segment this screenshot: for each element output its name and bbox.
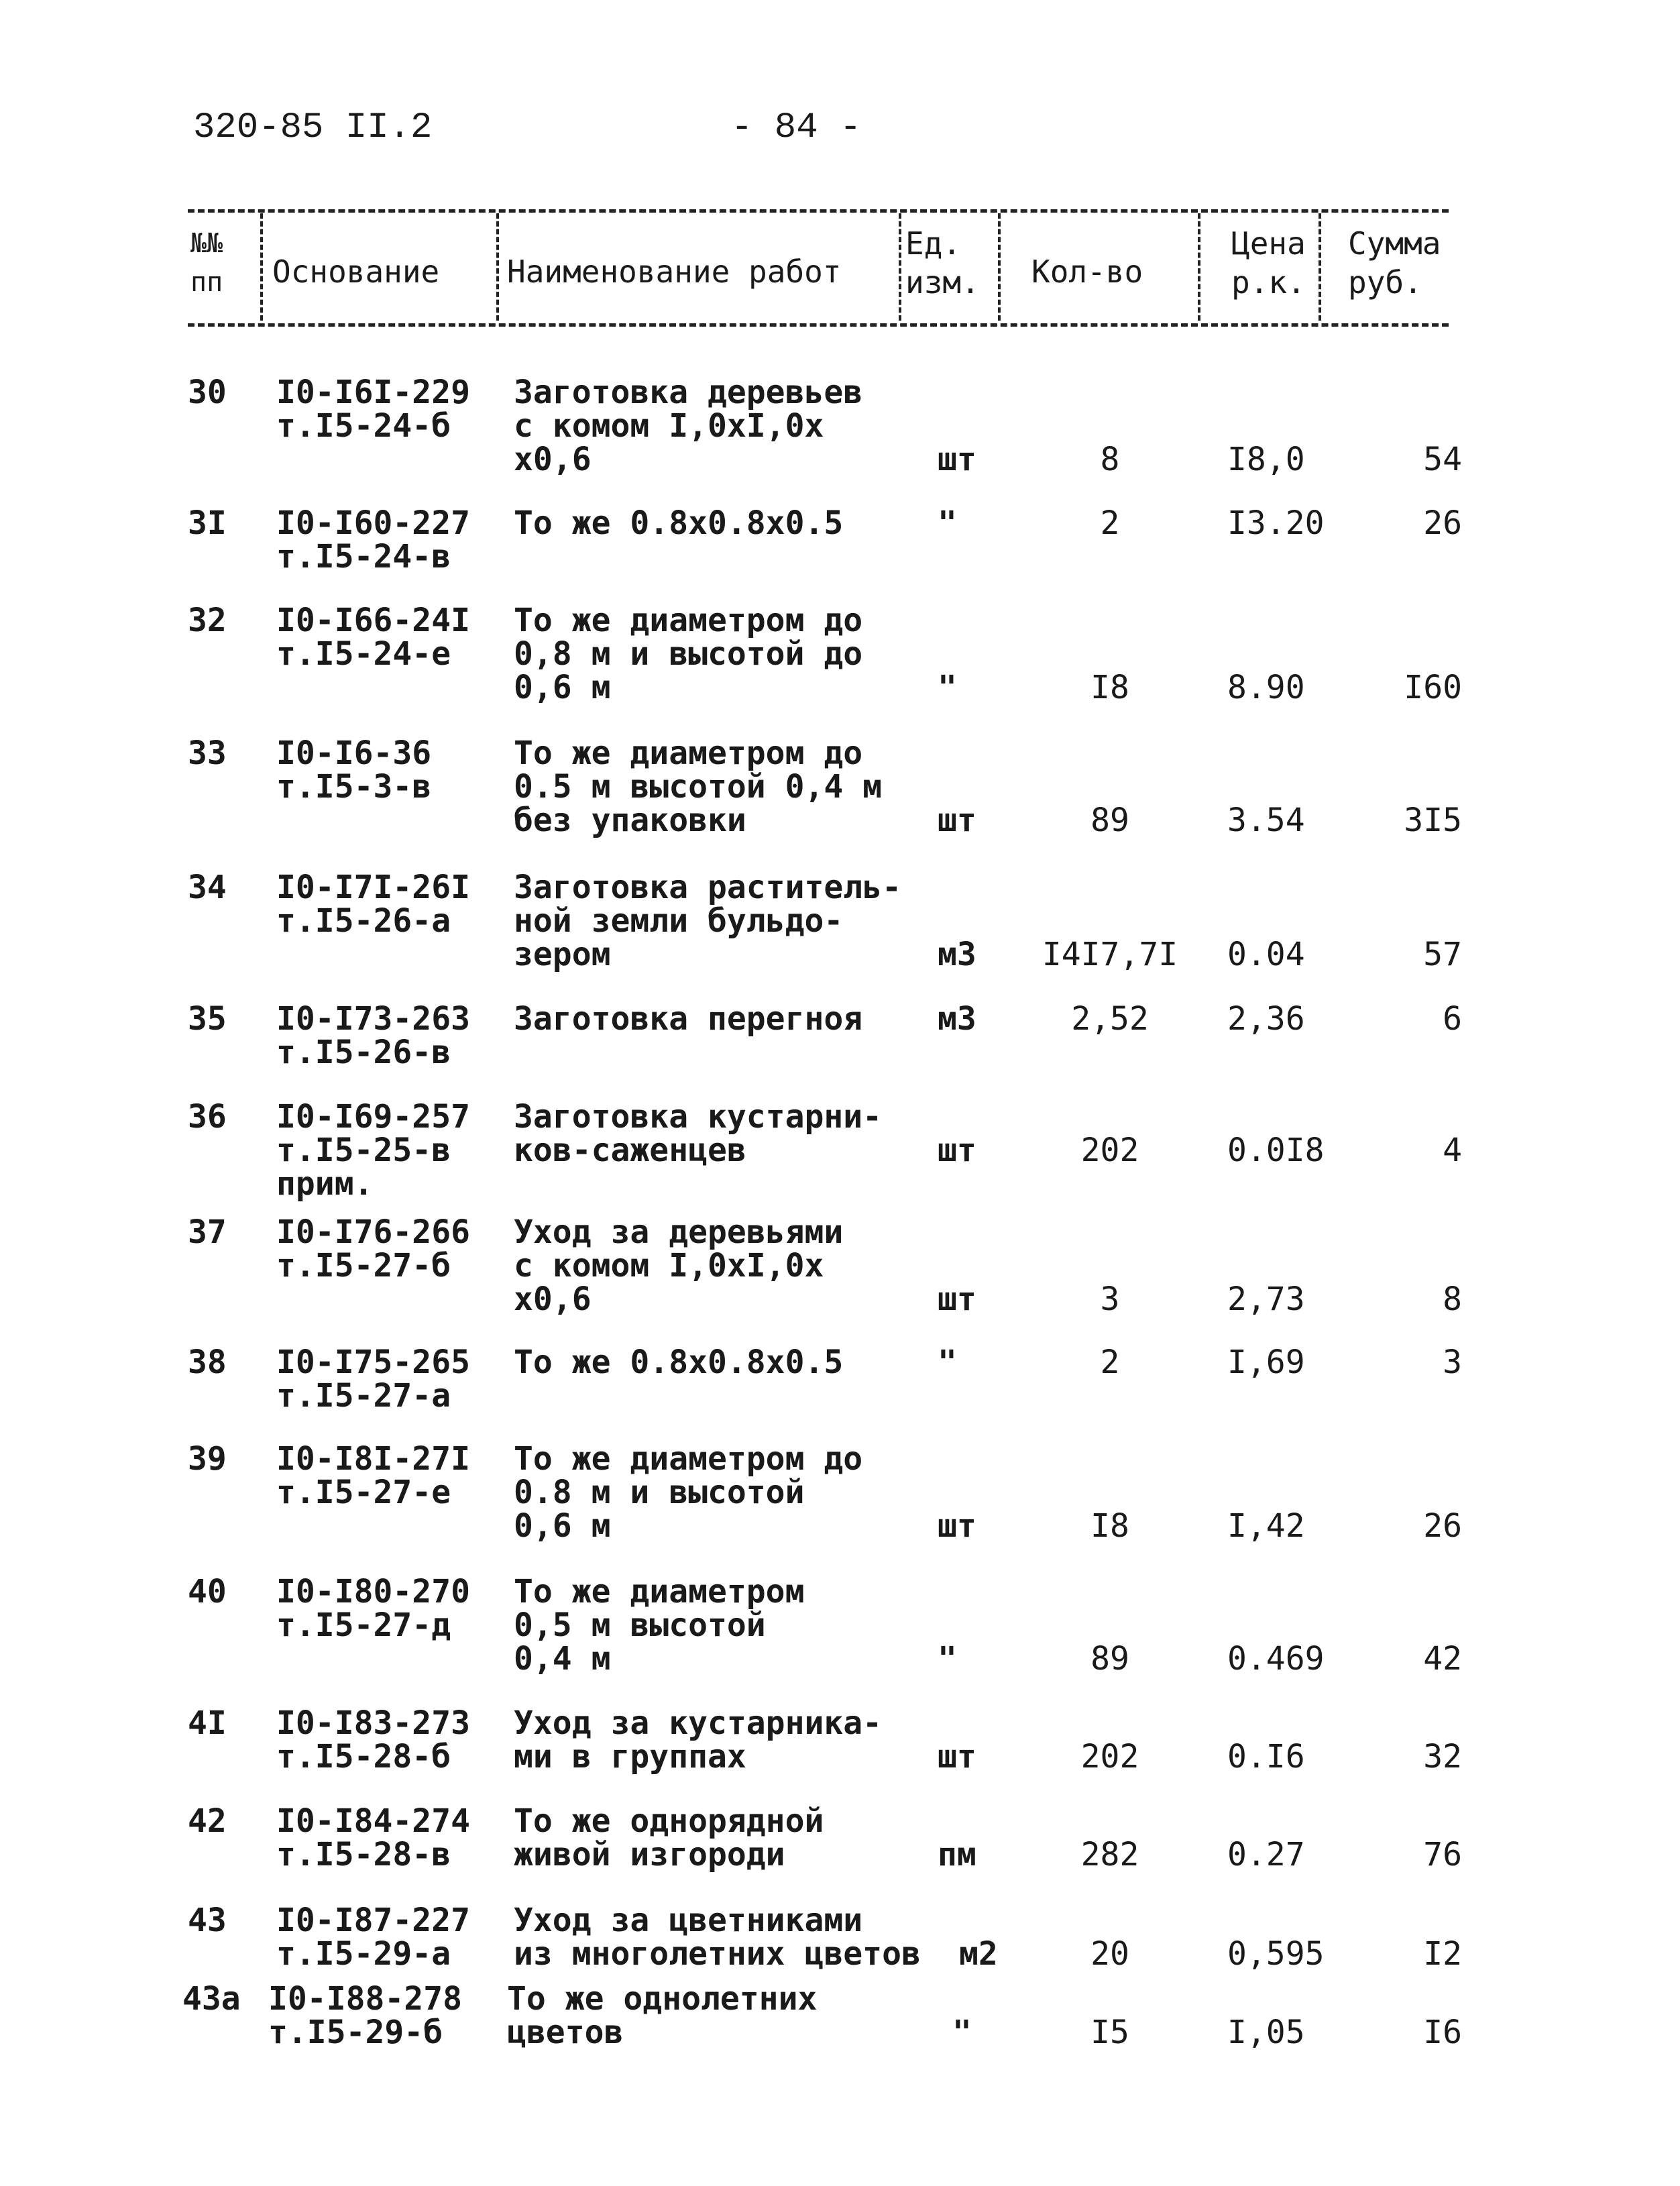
- row-sum: 76: [1423, 1836, 1462, 1873]
- row-unit: шт: [938, 1507, 976, 1545]
- row-number: 40: [188, 1573, 227, 1610]
- row-quantity: 89: [1090, 802, 1129, 839]
- row-sum: I60: [1404, 669, 1462, 706]
- row-basis: I0-I80-270 т.I5-27-д: [276, 1573, 470, 1644]
- row-price: 8.90: [1227, 669, 1305, 706]
- column-header-basis: Основание: [272, 254, 440, 290]
- row-number: 37: [188, 1213, 227, 1251]
- row-number: 33: [188, 734, 227, 772]
- header-divider: [1319, 213, 1321, 321]
- row-basis: I0-I6I-229 т.I5-24-б: [276, 374, 470, 445]
- row-sum: 3: [1443, 1344, 1462, 1381]
- row-work-name: Заготовка раститель- ной земли бульдо- зером: [514, 869, 901, 973]
- row-quantity: 2: [1100, 504, 1120, 542]
- row-work-name: То же 0.8x0.8x0.5: [514, 1344, 844, 1381]
- row-quantity: 2,52: [1071, 1000, 1149, 1038]
- row-unit: шт: [938, 1132, 976, 1169]
- row-basis: I0-I87-227 т.I5-29-а: [276, 1902, 470, 1973]
- row-basis: I0-I73-263 т.I5-26-в: [276, 1000, 470, 1071]
- row-unit: шт: [938, 441, 976, 478]
- row-basis: I0-I75-265 т.I5-27-а: [276, 1344, 470, 1415]
- column-header-num: №№ пп: [190, 228, 223, 298]
- row-basis: I0-I69-257 т.I5-25-в прим.: [276, 1098, 470, 1203]
- row-basis: I0-I8I-27I т.I5-27-е: [276, 1440, 470, 1511]
- row-work-name: То же диаметром до 0.5 м высотой 0,4 м без упаковки: [514, 734, 883, 839]
- row-price: 2,36: [1227, 1000, 1305, 1038]
- row-price: 0.0I8: [1227, 1132, 1325, 1169]
- row-unit: ": [952, 2014, 972, 2051]
- row-quantity: I8: [1090, 669, 1129, 706]
- row-quantity: 2: [1100, 1344, 1120, 1381]
- row-quantity: 8: [1100, 441, 1120, 478]
- row-unit: шт: [938, 802, 976, 839]
- row-number: 43: [188, 1902, 227, 1939]
- row-number: 35: [188, 1000, 227, 1038]
- row-number: 43а: [182, 1980, 241, 2018]
- row-price: 2,73: [1227, 1280, 1305, 1318]
- row-price: 0.I6: [1227, 1738, 1305, 1775]
- row-unit: шт: [938, 1280, 976, 1318]
- row-work-name: То же однорядной живой изгороди: [514, 1802, 824, 1873]
- row-unit: ": [938, 669, 957, 706]
- row-quantity: I8: [1090, 1507, 1129, 1545]
- row-work-name: Заготовка деревьев с комом I,0xI,0x x0,6: [514, 374, 863, 478]
- row-basis: I0-I6-36 т.I5-3-в: [276, 734, 432, 806]
- row-unit: ": [938, 1344, 957, 1381]
- row-number: 34: [188, 869, 227, 906]
- row-quantity: I5: [1090, 2014, 1129, 2051]
- row-sum: 6: [1443, 1000, 1462, 1038]
- row-basis: I0-I84-274 т.I5-28-в: [276, 1802, 470, 1873]
- column-header-work-name: Наименование работ: [507, 254, 842, 290]
- row-number: 39: [188, 1440, 227, 1478]
- row-sum: I2: [1423, 1935, 1462, 1973]
- row-unit: м3: [938, 1000, 976, 1038]
- row-sum: 32: [1423, 1738, 1462, 1775]
- row-basis: I0-I7I-26I т.I5-26-а: [276, 869, 470, 940]
- row-quantity: I4I7,7I: [1042, 936, 1178, 973]
- row-number: 32: [188, 602, 227, 639]
- header-divider: [496, 213, 499, 321]
- row-sum: 57: [1423, 936, 1462, 973]
- row-basis: I0-I76-266 т.I5-27-б: [276, 1213, 470, 1285]
- header-divider: [1198, 213, 1200, 321]
- row-quantity: 3: [1100, 1280, 1120, 1318]
- row-basis: I0-I60-227 т.I5-24-в: [276, 504, 470, 576]
- row-unit: м3: [938, 936, 976, 973]
- row-work-name: То же диаметром до 0.8 м и высотой 0,6 м: [514, 1440, 863, 1545]
- row-sum: 4: [1443, 1132, 1462, 1169]
- row-number: 42: [188, 1802, 227, 1840]
- row-unit: шт: [938, 1738, 976, 1775]
- row-quantity: 20: [1090, 1935, 1129, 1973]
- row-price: I,69: [1227, 1344, 1305, 1381]
- row-sum: I6: [1423, 2014, 1462, 2051]
- column-header-unit: Ед. изм.: [905, 225, 980, 300]
- row-sum: 26: [1423, 1507, 1462, 1545]
- row-quantity: 89: [1090, 1640, 1129, 1678]
- row-sum: 3I5: [1404, 802, 1462, 839]
- row-unit: ": [938, 1640, 957, 1678]
- row-price: 3.54: [1227, 802, 1305, 839]
- row-number: 38: [188, 1344, 227, 1381]
- header-divider: [899, 213, 901, 321]
- row-basis: I0-I88-278 т.I5-29-б: [268, 1980, 462, 2051]
- row-basis: I0-I83-273 т.I5-28-б: [276, 1704, 470, 1775]
- row-price: 0,595: [1227, 1935, 1325, 1973]
- row-price: I,05: [1227, 2014, 1305, 2051]
- row-sum: 26: [1423, 504, 1462, 542]
- row-work-name: Заготовка кустарни- ков-саженцев: [514, 1098, 883, 1169]
- row-work-name: То же однолетних цветов: [507, 1980, 818, 2051]
- column-header-price: Цена р.к.: [1231, 225, 1306, 300]
- column-header-quantity: Кол-во: [1031, 254, 1143, 290]
- row-work-name: Уход за цветниками из многолетних цветов: [514, 1902, 921, 1973]
- header-top-rule: [188, 209, 1449, 213]
- row-quantity: 202: [1080, 1132, 1139, 1169]
- row-work-name: Заготовка перегноя: [514, 1000, 863, 1038]
- row-sum: 8: [1443, 1280, 1462, 1318]
- row-unit: м2: [959, 1935, 998, 1973]
- document-code: 320-85 II.2: [193, 107, 433, 148]
- row-work-name: То же 0.8x0.8x0.5: [514, 504, 844, 542]
- row-price: 0.04: [1227, 936, 1305, 973]
- row-sum: 42: [1423, 1640, 1462, 1678]
- row-number: 30: [188, 374, 227, 411]
- row-price: I8,0: [1227, 441, 1305, 478]
- page-number: - 84 -: [731, 107, 862, 148]
- row-work-name: Уход за деревьями с комом I,0xI,0x x0,6: [514, 1213, 844, 1318]
- row-number: 36: [188, 1098, 227, 1136]
- row-sum: 54: [1423, 441, 1462, 478]
- header-divider: [260, 213, 263, 321]
- row-quantity: 202: [1080, 1738, 1139, 1775]
- row-price: 0.469: [1227, 1640, 1325, 1678]
- row-price: I,42: [1227, 1507, 1305, 1545]
- row-unit: пм: [938, 1836, 976, 1873]
- row-price: I3.20: [1227, 504, 1325, 542]
- header-bottom-rule: [188, 323, 1449, 327]
- row-unit: ": [938, 504, 957, 542]
- row-number: 4I: [188, 1704, 227, 1742]
- row-work-name: То же диаметром до 0,8 м и высотой до 0,6 м: [514, 602, 863, 706]
- row-basis: I0-I66-24I т.I5-24-е: [276, 602, 470, 673]
- row-number: 3I: [188, 504, 227, 542]
- row-work-name: То же диаметром 0,5 м высотой 0,4 м: [514, 1573, 805, 1678]
- row-work-name: Уход за кустарника- ми в группах: [514, 1704, 883, 1775]
- row-quantity: 282: [1080, 1836, 1139, 1873]
- row-price: 0.27: [1227, 1836, 1305, 1873]
- column-header-sum: Сумма руб.: [1348, 225, 1441, 300]
- header-divider: [998, 213, 1001, 321]
